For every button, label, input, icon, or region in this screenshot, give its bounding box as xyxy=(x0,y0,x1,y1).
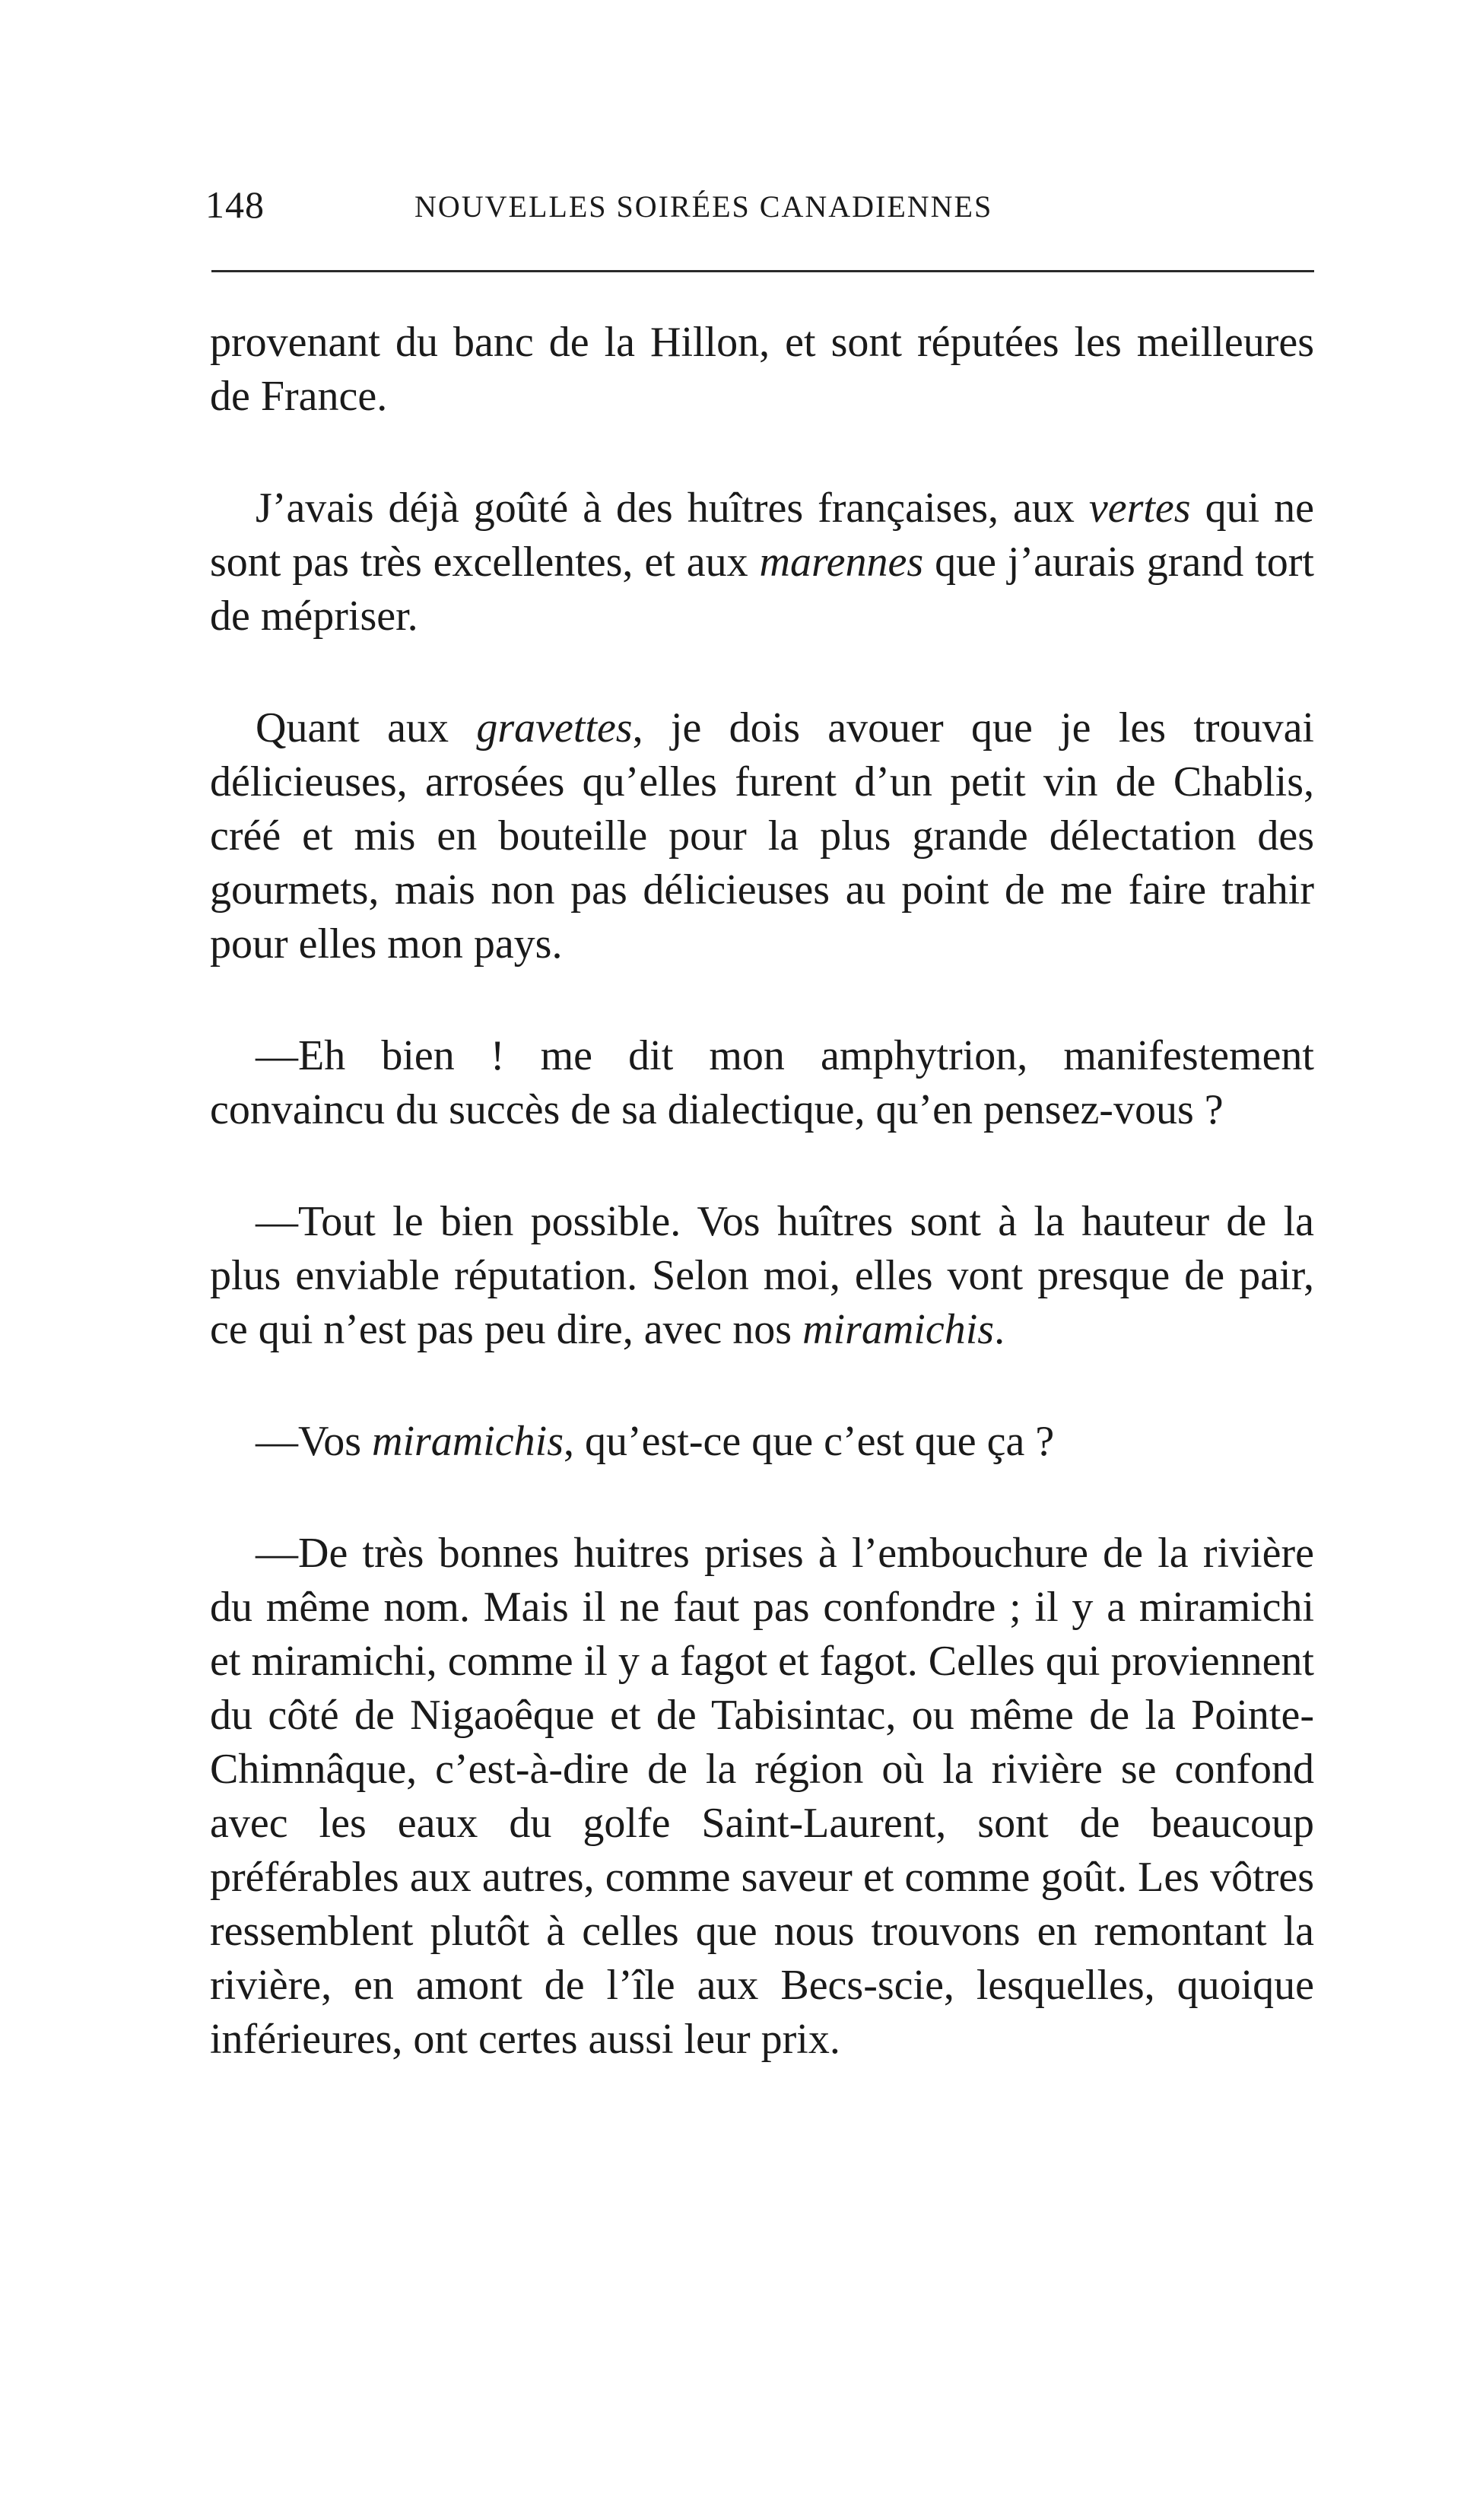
text-run: Quant aux xyxy=(256,704,477,752)
italic-term: marennes xyxy=(759,539,924,586)
paragraph xyxy=(210,481,1314,644)
paragraph xyxy=(210,1029,1314,1137)
body-text xyxy=(210,316,1314,2067)
italic-term: vertes xyxy=(1088,485,1191,532)
text-run: qui ne sont pas très excellentes, et aux xyxy=(210,485,1314,586)
text-run: —Eh bien ! me dit mon amphytrion, manifestement convaincu du succès de sa dialectique, qu’en pensez-vous ? xyxy=(210,1032,1314,1133)
text-run: . xyxy=(994,1306,1005,1353)
paragraph xyxy=(210,1527,1314,2067)
paragraph xyxy=(210,701,1314,971)
italic-term: gravettes xyxy=(476,704,633,752)
paragraph xyxy=(210,316,1314,424)
text-run: que j’aurais grand tort de mépriser. xyxy=(210,539,1314,640)
text-run: J’avais déjà goûté à des huîtres françaises, aux xyxy=(256,485,1089,532)
italic-term: miramichis xyxy=(802,1306,995,1353)
text-run: , qu’est-ce que c’est que ça ? xyxy=(564,1418,1055,1465)
text-run: provenant du banc de la Hillon, et sont réputées les meilleures de France. xyxy=(210,319,1314,420)
text-run: —Tout le bien possible. Vos huîtres sont à la hauteur de la plus enviable réputation. Selon moi, elles vont presque de pair, ce qui n’est pas peu dire, avec nos xyxy=(210,1198,1314,1353)
page-number: 148 xyxy=(205,183,265,226)
paragraph xyxy=(210,1195,1314,1357)
header-rule xyxy=(211,270,1314,272)
text-run: —Vos xyxy=(256,1418,373,1465)
italic-term: miramichis xyxy=(372,1418,564,1465)
text-run: , je dois avouer que je les trouvai délicieuses, arrosées qu’elles furent d’un petit vin de Chablis, créé et mis en bouteille pour la plus grande délectation des gourmets, mais non pas délicieuses au point de me faire trahir pour elles mon pays. xyxy=(210,704,1314,968)
running-title: NOUVELLES SOIRÉES CANADIENNES xyxy=(414,189,993,224)
text-run: —De très bonnes huitres prises à l’embouchure de la rivière du même nom. Mais il ne faut pas confondre ; il y a miramichi et miramichi, comme il y a fagot et fagot. Celles qui proviennent du côté de Nigaoêque et de Tabisintac, ou même de la Pointe-Chimnâque, c’est-à-dire de la région où la rivière se confond avec les eaux du golfe Saint-Laurent, sont de beaucoup préférables aux autres, comme saveur et comme goût. Les vôtres ressemblent plutôt à celles que nous trouvons en remontant la rivière, en amont de l’île aux Becs-scie, lesquelles, quoique inférieures, ont certes aussi leur prix. xyxy=(210,1530,1314,2063)
page-header xyxy=(205,183,1316,236)
paragraph xyxy=(210,1415,1314,1469)
